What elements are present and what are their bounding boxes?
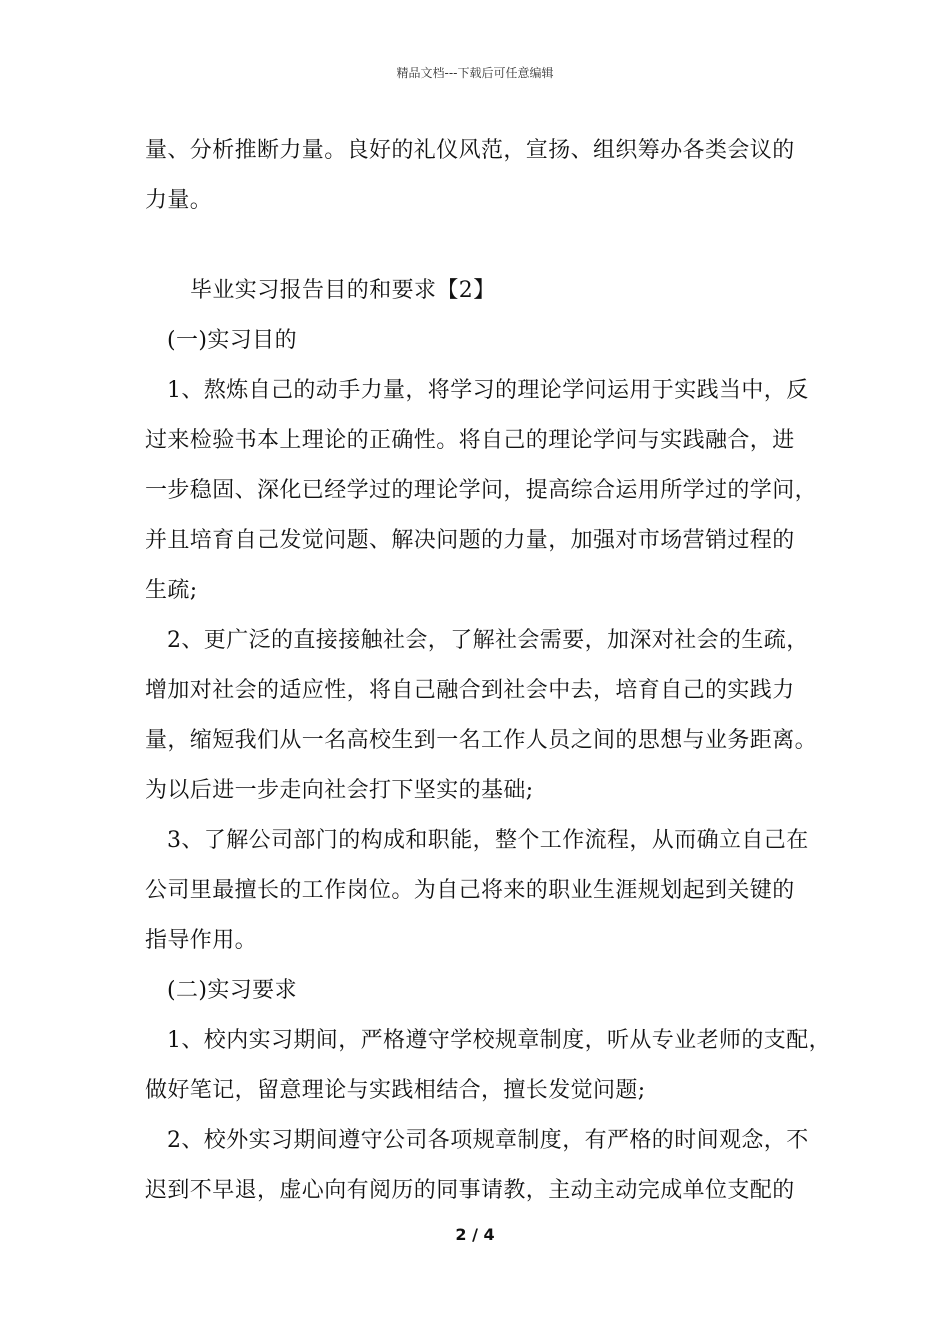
text-line: 指导作用。 xyxy=(145,928,258,953)
section-title: 毕业实习报告目的和要求【2】 xyxy=(190,278,496,303)
text-line: 增加对社会的适应性，将自己融合到社会中去，培育自己的实践力 xyxy=(145,678,795,703)
page-header: 精品文档---下载后可任意编辑 xyxy=(396,66,554,80)
text-line: 做好笔记，留意理论与实践相结合，擅长发觉问题; xyxy=(145,1078,646,1103)
paragraph-gap xyxy=(145,226,825,266)
text-line: 为以后进一步走向社会打下坚实的基础; xyxy=(145,778,534,803)
page-number: 2 / 4 xyxy=(455,1225,495,1244)
text-line: 3、了解公司部门的构成和职能，整个工作流程，从而确立自己在 xyxy=(167,828,809,853)
text-line: 迟到不早退，虚心向有阅历的同事请教，主动主动完成单位支配的 xyxy=(145,1178,795,1203)
document-body xyxy=(145,126,831,1216)
text-line: 2、更广泛的直接接触社会，了解社会需要，加深对社会的生疏， xyxy=(167,628,809,653)
text-line: 生疏; xyxy=(145,578,198,603)
subsection-title: (二)实习要求 xyxy=(167,978,297,1003)
subsection-title: (一)实习目的 xyxy=(167,328,297,353)
text-line: 1、校内实习期间，严格遵守学校规章制度，听从专业老师的支配， xyxy=(167,1028,831,1053)
text-line: 力量。 xyxy=(145,188,213,213)
text-line: 2、校外实习期间遵守公司各项规章制度，有严格的时间观念，不 xyxy=(167,1128,809,1153)
text-line: 一步稳固、深化已经学过的理论学问，提高综合运用所学过的学问， xyxy=(145,478,818,503)
text-line: 1、熬炼自己的动手力量，将学习的理论学问运用于实践当中，反 xyxy=(167,378,809,403)
text-line: 量，缩短我们从一名高校生到一名工作人员之间的思想与业务距离。 xyxy=(145,728,818,753)
text-line: 并且培育自己发觉问题、解决问题的力量，加强对市场营销过程的 xyxy=(145,528,795,553)
text-line: 过来检验书本上理论的正确性。将自己的理论学问与实践融合，进 xyxy=(145,428,795,453)
text-line: 公司里最擅长的工作岗位。为自己将来的职业生涯规划起到关键的 xyxy=(145,878,795,903)
text-line: 量、分析推断力量。良好的礼仪风范，宣扬、组织筹办各类会议的 xyxy=(145,138,795,163)
